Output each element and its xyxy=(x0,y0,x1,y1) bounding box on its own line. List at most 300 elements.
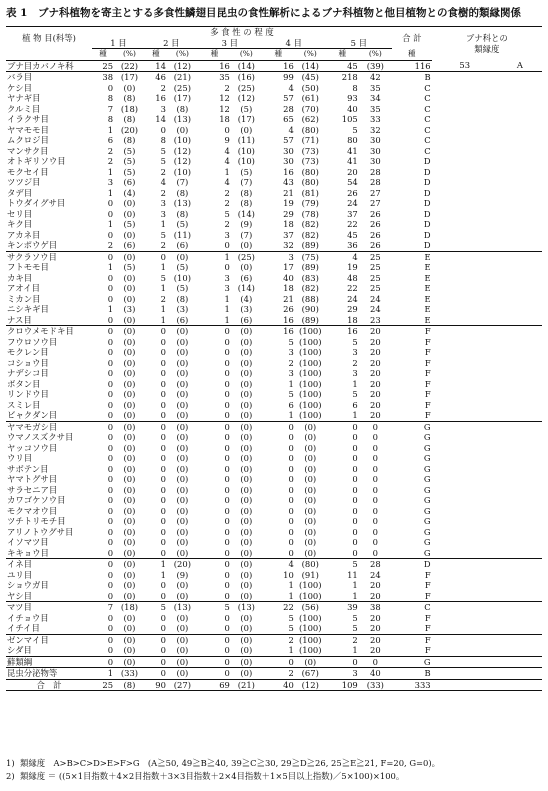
deg3-pct: (0) xyxy=(231,591,262,602)
col-header-plant-order: 植 物 目(科等) xyxy=(6,27,92,49)
deg3-pct: (5) xyxy=(240,166,253,177)
deg4-count: 0 xyxy=(288,421,294,432)
similarity-index xyxy=(432,167,498,178)
deg5-count: 26 xyxy=(347,187,358,198)
similarity-grade xyxy=(498,188,542,199)
deg1-pct: (6) xyxy=(123,177,136,187)
unit-pct: (%) xyxy=(167,49,198,61)
deg5-pct: 28 xyxy=(370,177,381,187)
deg2-pct: (0) xyxy=(167,623,198,634)
deg2-count: 0 xyxy=(160,251,166,262)
deg3-count: 2 xyxy=(224,198,230,208)
similarity-index xyxy=(432,177,498,188)
table-row xyxy=(6,432,542,443)
deg5-count: 29 xyxy=(347,304,358,314)
table-row xyxy=(6,591,542,602)
table-row xyxy=(6,347,542,358)
deg5-count: 6 xyxy=(352,399,358,410)
deg3-count: 0 xyxy=(224,389,230,399)
deg2-pct: (0) xyxy=(167,645,198,656)
total-count: G xyxy=(423,421,431,432)
deg3-pct: (8) xyxy=(240,187,253,198)
total-cell xyxy=(498,679,542,691)
similarity-grade xyxy=(498,527,542,538)
deg1-count: 0 xyxy=(107,432,114,442)
similarity-index xyxy=(432,294,498,305)
deg3-count: 0 xyxy=(224,399,230,410)
deg4-pct: (91) xyxy=(301,569,319,580)
similarity-grade xyxy=(498,83,542,94)
similarity-index xyxy=(432,527,498,538)
deg4-count: 28 xyxy=(283,103,294,114)
deg2-count: 0 xyxy=(160,357,166,368)
deg2-count: 0 xyxy=(160,484,166,495)
similarity-index xyxy=(432,209,498,220)
deg2-pct: (5) xyxy=(176,219,189,229)
deg2-count: 0 xyxy=(160,505,166,516)
deg2-count: 4 xyxy=(160,177,166,187)
deg1-count: 0 xyxy=(92,315,114,326)
similarity-index xyxy=(432,230,498,241)
data-table xyxy=(6,26,542,691)
deg4-pct: (100) xyxy=(298,389,322,399)
deg3-pct: (0) xyxy=(240,559,253,569)
deg2-count: 0 xyxy=(160,580,166,590)
deg2-pct: (0) xyxy=(176,347,189,357)
table-row xyxy=(6,125,542,136)
deg4-pct: (0) xyxy=(304,474,317,484)
deg2-pct: (0) xyxy=(176,432,189,442)
total-count: F xyxy=(424,326,431,336)
deg3-pct: (0) xyxy=(240,580,253,590)
similarity-grade xyxy=(498,198,542,209)
deg4-count: 0 xyxy=(262,548,295,559)
table-row xyxy=(6,656,542,668)
deg3-count: 0 xyxy=(224,484,230,495)
total-cell: 69 xyxy=(198,679,231,691)
similarity-grade xyxy=(498,146,542,157)
deg2-pct: (0) xyxy=(176,484,189,495)
deg1-pct: (0) xyxy=(123,505,136,516)
table-row xyxy=(6,580,542,591)
similarity-index xyxy=(432,516,498,527)
row-plant-order: クロウメモドキ目 xyxy=(7,326,74,336)
similarity-index xyxy=(432,602,498,613)
similarity-grade xyxy=(498,464,542,475)
total-count: G xyxy=(423,505,431,516)
deg1-pct: (0) xyxy=(123,399,136,410)
unit-species: 種 xyxy=(145,49,167,61)
deg2-pct: (10) xyxy=(173,166,191,177)
row-plant-order: イネ目 xyxy=(7,559,33,569)
table-row xyxy=(6,72,542,83)
deg4-pct: (100) xyxy=(298,580,322,590)
similarity-index xyxy=(432,389,498,400)
deg1-pct: (0) xyxy=(114,656,145,668)
deg2-pct: (0) xyxy=(176,421,189,432)
deg5-pct: 0 xyxy=(372,516,379,526)
similarity-index xyxy=(432,337,498,348)
deg3-count: 0 xyxy=(224,326,230,336)
similarity-grade xyxy=(498,177,542,188)
deg5-count: 22 xyxy=(347,283,358,293)
deg3-count: 0 xyxy=(224,124,230,135)
similarity-grade xyxy=(498,251,542,262)
deg4-pct: (71) xyxy=(301,135,319,145)
deg5-count: 1 xyxy=(326,410,359,421)
deg1-pct: (3) xyxy=(123,304,136,314)
similarity-grade xyxy=(498,400,542,411)
deg5-pct: 24 xyxy=(370,304,381,314)
deg4-count: 5 xyxy=(288,612,294,623)
deg4-pct: (100) xyxy=(298,368,322,378)
deg3-pct: (0) xyxy=(240,262,253,272)
deg1-pct: (5) xyxy=(123,145,136,156)
similarity-grade xyxy=(498,389,542,400)
similarity-index xyxy=(432,135,498,146)
deg5-pct: 26 xyxy=(370,208,381,219)
total-cell: 333 xyxy=(392,679,432,691)
deg1-pct: (0) xyxy=(114,548,145,559)
deg5-count: 0 xyxy=(352,474,358,484)
deg2-pct: (3) xyxy=(176,304,189,314)
deg3-pct: (10) xyxy=(237,145,255,156)
similarity-grade xyxy=(498,623,542,634)
deg5-count: 19 xyxy=(347,262,358,272)
deg3-count: 0 xyxy=(224,442,230,453)
similarity-grade xyxy=(498,156,542,167)
deg2-pct: (0) xyxy=(167,656,198,668)
deg5-count: 45 xyxy=(326,60,359,72)
deg5-count: 0 xyxy=(352,442,358,453)
similarity-index xyxy=(432,506,498,517)
deg1-count: 0 xyxy=(107,347,114,357)
deg1-pct: (0) xyxy=(114,410,145,421)
deg3-count: 2 xyxy=(224,82,230,93)
deg2-count: 0 xyxy=(160,474,166,484)
total-count: F xyxy=(424,612,431,623)
similarity-index xyxy=(432,114,498,125)
total-count: D xyxy=(423,208,431,219)
deg1-count: 2 xyxy=(92,240,114,251)
deg1-pct: (0) xyxy=(123,421,136,432)
note-2: 2) 類縁度 ＝ ((5×1目指数＋4×2目指数＋3×3目指数＋2×4目指数＋1×5目以上指数)／5×100)×100。 xyxy=(6,771,405,781)
deg5-pct: 0 xyxy=(372,463,379,474)
similarity-grade xyxy=(498,104,542,115)
deg1-count: 25 xyxy=(92,60,114,72)
table-row xyxy=(6,251,542,262)
deg3-count: 0 xyxy=(224,262,230,272)
deg1-count: 1 xyxy=(107,124,114,135)
similarity-label-line1: ブナ科との xyxy=(465,33,508,43)
deg5-pct: 24 xyxy=(370,293,381,304)
deg5-pct: 25 xyxy=(370,283,381,293)
deg2-pct: (8) xyxy=(176,293,189,304)
deg1-pct: (0) xyxy=(123,251,136,262)
similarity-index xyxy=(432,240,498,251)
deg4-pct: (100) xyxy=(298,612,322,623)
deg1-count: 0 xyxy=(107,229,114,240)
deg1-pct: (5) xyxy=(123,166,136,177)
deg3-count: 0 xyxy=(198,410,231,421)
deg4-count: 3 xyxy=(288,368,294,378)
deg3-pct: (25) xyxy=(237,82,255,93)
table-row xyxy=(6,209,542,220)
deg4-count: 21 xyxy=(283,293,294,304)
similarity-grade xyxy=(498,516,542,527)
deg3-count: 4 xyxy=(224,145,230,156)
deg3-pct: (7) xyxy=(240,177,253,187)
deg4-count: 3 xyxy=(288,251,294,262)
deg4-pct: (80) xyxy=(301,559,319,569)
deg3-pct: (11) xyxy=(237,135,255,145)
deg4-count: 5 xyxy=(288,336,294,347)
similarity-index xyxy=(432,645,498,656)
deg2-pct: (0) xyxy=(176,442,189,453)
deg3-count: 18 xyxy=(219,114,230,124)
deg3-pct: (6) xyxy=(240,272,253,283)
deg4-count: 19 xyxy=(283,198,294,208)
row-plant-order: ユリ目 xyxy=(7,569,33,580)
deg3-count: 0 xyxy=(224,612,230,623)
similarity-index xyxy=(432,485,498,496)
unit-species: 種 xyxy=(262,49,295,61)
deg5-count: 1 xyxy=(326,591,359,602)
table-row xyxy=(6,570,542,581)
deg4-pct: (80) xyxy=(301,166,319,177)
deg4-count: 2 xyxy=(288,634,294,645)
deg1-count: 0 xyxy=(107,526,114,537)
deg4-count: 4 xyxy=(288,124,294,135)
deg2-count: 0 xyxy=(160,634,166,645)
deg1-pct: (0) xyxy=(123,208,136,219)
deg2-pct: (5) xyxy=(176,283,189,293)
similarity-index xyxy=(432,464,498,475)
deg4-count: 37 xyxy=(283,229,294,240)
row-plant-order: サクラソウ目 xyxy=(7,251,57,262)
table-row xyxy=(6,294,542,305)
total-count: B xyxy=(424,72,431,82)
deg5-pct: 0 xyxy=(372,537,379,547)
deg1-pct: (0) xyxy=(114,315,145,326)
deg3-pct: (0) xyxy=(231,623,262,634)
deg4-count: 5 xyxy=(288,389,294,399)
deg1-count: 0 xyxy=(107,559,114,569)
deg3-pct: (10) xyxy=(237,156,255,166)
similarity-index xyxy=(432,580,498,591)
deg3-pct: (14) xyxy=(237,208,255,219)
total-count: C xyxy=(424,103,431,114)
table-row xyxy=(6,262,542,273)
deg2-count: 0 xyxy=(160,336,166,347)
table-row xyxy=(6,623,542,634)
row-plant-order: ボタン目 xyxy=(7,378,41,389)
deg2-pct: (0) xyxy=(176,326,189,336)
deg1-count: 0 xyxy=(107,272,114,283)
deg5-count: 93 xyxy=(347,93,358,103)
table-row xyxy=(6,516,542,527)
deg2-pct: (0) xyxy=(176,389,189,399)
total-count: F xyxy=(424,357,431,368)
deg3-count: 0 xyxy=(224,368,230,378)
deg1-count: 0 xyxy=(107,336,114,347)
deg4-count: 18 xyxy=(283,219,294,229)
deg2-count: 1 xyxy=(160,559,166,569)
deg4-pct: (88) xyxy=(301,293,319,304)
similarity-grade xyxy=(498,209,542,220)
deg3-pct: (0) xyxy=(240,432,253,442)
deg5-count: 5 xyxy=(352,389,358,399)
deg5-pct: 23 xyxy=(359,315,392,326)
deg1-pct: (0) xyxy=(123,368,136,378)
deg2-count: 14 xyxy=(155,114,166,124)
similarity-grade xyxy=(498,537,542,548)
deg4-count: 3 xyxy=(288,347,294,357)
deg4-count: 1 xyxy=(262,591,295,602)
col-header-deg-3: 3 目 xyxy=(198,38,262,49)
deg2-count: 0 xyxy=(160,326,166,336)
total-count: F xyxy=(424,378,431,389)
deg4-count: 0 xyxy=(288,516,294,526)
deg3-pct: (17) xyxy=(237,114,255,124)
deg1-pct: (8) xyxy=(123,114,136,124)
deg2-count: 8 xyxy=(160,135,166,145)
deg2-pct: (8) xyxy=(176,208,189,219)
total-cell xyxy=(432,679,498,691)
similarity-grade xyxy=(498,668,542,680)
deg5-pct: 28 xyxy=(370,166,381,177)
deg2-pct: (0) xyxy=(176,505,189,516)
deg5-count: 105 xyxy=(341,114,358,124)
table-row xyxy=(6,167,542,178)
deg2-pct: (9) xyxy=(176,569,189,580)
table-row xyxy=(6,315,542,326)
deg5-pct: 0 xyxy=(359,548,392,559)
deg2-count: 1 xyxy=(160,283,166,293)
deg1-count: 0 xyxy=(107,421,114,432)
total-count: E xyxy=(392,315,432,326)
deg2-pct: (0) xyxy=(176,463,189,474)
deg2-count: 2 xyxy=(145,240,167,251)
deg1-count: 0 xyxy=(92,645,114,656)
deg3-pct: (0) xyxy=(240,495,253,505)
total-count: F xyxy=(424,336,431,347)
deg5-pct: 25 xyxy=(370,272,381,283)
deg5-count: 3 xyxy=(326,668,359,680)
row-plant-order: フウロソウ目 xyxy=(7,336,58,347)
deg4-pct: (81) xyxy=(301,187,319,198)
deg5-pct: 30 xyxy=(370,135,381,145)
deg1-count: 0 xyxy=(107,453,114,463)
deg3-count: 0 xyxy=(224,474,230,484)
deg3-count: 0 xyxy=(224,347,230,357)
deg5-pct: 25 xyxy=(370,251,381,262)
deg3-count: 0 xyxy=(224,421,230,432)
deg3-count: 16 xyxy=(198,60,231,72)
deg2-pct: (0) xyxy=(176,580,189,590)
similarity-index xyxy=(432,443,498,454)
deg5-count: 1 xyxy=(326,645,359,656)
deg5-pct: 0 xyxy=(372,442,379,453)
similarity-grade xyxy=(498,114,542,125)
total-count: C xyxy=(424,124,431,135)
deg4-count: 0 xyxy=(288,505,294,516)
deg2-pct: (7) xyxy=(176,177,189,187)
deg2-count: 0 xyxy=(160,516,166,526)
deg3-count: 1 xyxy=(224,293,230,304)
col-header-similarity xyxy=(432,27,542,61)
deg3-pct: (0) xyxy=(231,410,262,421)
row-plant-order: タデ目 xyxy=(7,187,33,198)
deg5-pct: 0 xyxy=(372,526,379,537)
deg2-count: 2 xyxy=(160,82,166,93)
deg3-pct: (0) xyxy=(231,668,262,680)
deg2-count: 0 xyxy=(160,389,166,399)
deg4-count: 0 xyxy=(288,495,294,505)
deg4-pct: (0) xyxy=(304,484,317,495)
similarity-grade xyxy=(498,432,542,443)
deg3-pct: (0) xyxy=(240,516,253,526)
total-count: G xyxy=(423,484,431,495)
deg4-pct: (82) xyxy=(301,283,319,293)
col-header-deg-5: 5 目 xyxy=(326,38,392,49)
deg1-count: 0 xyxy=(107,251,114,262)
deg4-pct: (100) xyxy=(298,347,322,357)
deg2-pct: (0) xyxy=(176,251,189,262)
similarity-index xyxy=(432,656,498,668)
deg4-pct: (14) xyxy=(295,60,326,72)
deg1-pct: (8) xyxy=(123,93,136,103)
deg2-pct: (0) xyxy=(176,399,189,410)
deg2-count: 3 xyxy=(160,198,166,208)
similarity-index xyxy=(432,146,498,157)
row-plant-order: ツチトリモチ目 xyxy=(7,516,66,526)
similarity-grade xyxy=(498,591,542,602)
deg5-pct: 0 xyxy=(372,432,379,442)
deg2-pct: (10) xyxy=(173,272,191,283)
deg1-count: 0 xyxy=(107,326,114,336)
total-cell: 90 xyxy=(145,679,167,691)
deg3-pct: (0) xyxy=(240,399,253,410)
deg1-pct: (0) xyxy=(123,293,136,304)
row-plant-order: ムクロジ目 xyxy=(7,135,49,145)
deg5-pct: 27 xyxy=(370,198,381,208)
similarity-grade xyxy=(498,453,542,464)
similarity-grade xyxy=(498,93,542,104)
deg5-count: 0 xyxy=(352,484,358,495)
deg1-pct: (0) xyxy=(123,326,136,336)
row-plant-order: モクマオウ目 xyxy=(7,505,58,516)
row-plant-order: ケシ目 xyxy=(7,82,32,93)
deg3-count: 3 xyxy=(224,283,230,293)
deg2-count: 5 xyxy=(160,272,166,283)
deg2-pct: (0) xyxy=(176,495,189,505)
deg1-pct: (0) xyxy=(123,474,136,484)
deg3-count: 0 xyxy=(224,569,230,580)
deg1-pct: (0) xyxy=(123,347,136,357)
deg1-count: 0 xyxy=(107,399,114,410)
deg1-pct: (0) xyxy=(114,623,145,634)
deg2-pct: (0) xyxy=(167,591,198,602)
deg2-count: 0 xyxy=(160,421,166,432)
similarity-grade xyxy=(498,273,542,284)
table-row xyxy=(6,326,542,337)
similarity-index xyxy=(432,591,498,602)
table-row xyxy=(6,93,542,104)
similarity-index xyxy=(432,262,498,273)
similarity-index xyxy=(432,315,498,326)
deg1-pct: (0) xyxy=(123,463,136,474)
